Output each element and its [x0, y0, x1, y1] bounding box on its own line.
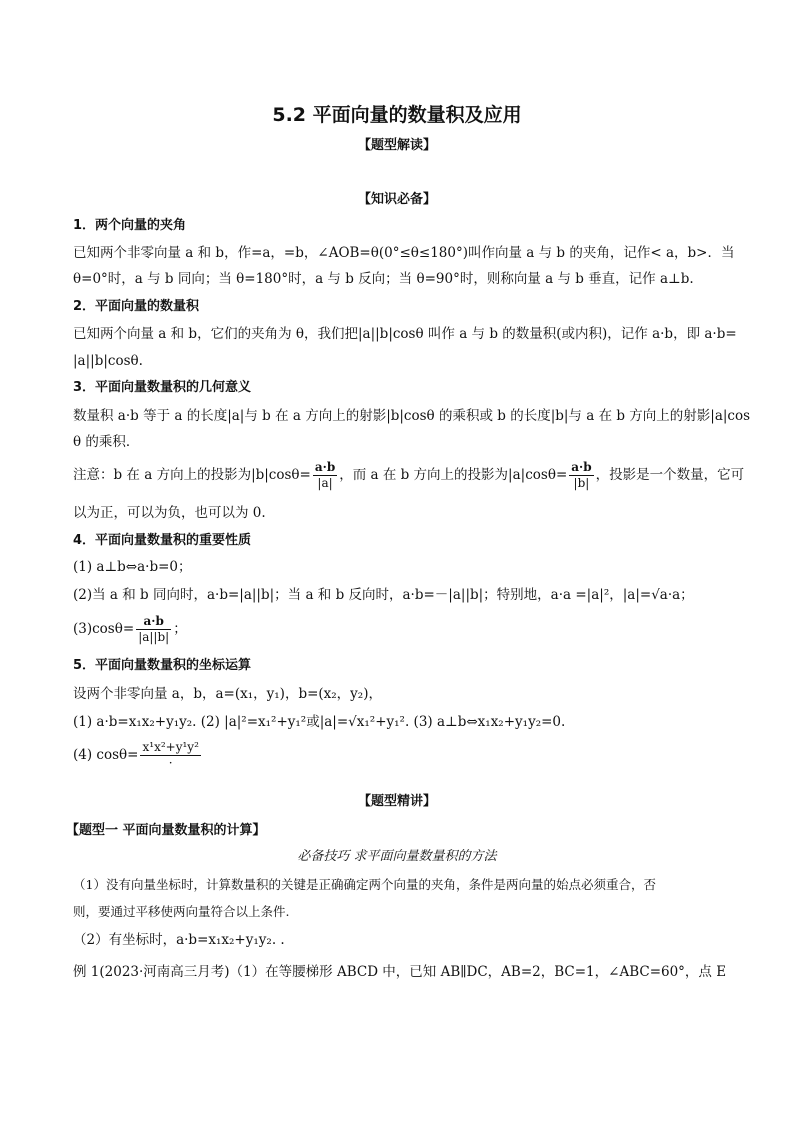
fraction-1-denominator: |a|	[317, 476, 333, 490]
paragraph-2b: |a||b|cosθ.	[73, 353, 143, 369]
note-text-c: ，投影是一个数量，它可	[595, 467, 745, 483]
skill-1a: （1）没有向量坐标时，计算数量积的关键是正确确定两个向量的夹角，条件是两向量的始点必须重合，否	[73, 877, 656, 892]
paragraph-5c	[73, 740, 203, 771]
note-line-2: 以为正，可以为负，也可以为 0.	[73, 505, 266, 521]
fraction-4-denominator: ·	[168, 756, 173, 770]
note-line	[73, 460, 744, 491]
property-2: (2)当 a 和 b 同向时，a·b=|a||b|；当 a 和 b 反向时，a·b=－|a||b|；特别地，a·a =|a|²，|a|=√a·a；	[73, 587, 694, 603]
property-1: (1) a⊥b⇔a·b=0；	[73, 559, 192, 575]
heading-2: 2．平面向量的数量积	[73, 299, 200, 314]
heading-3: 3．平面向量数量积的几何意义	[73, 380, 252, 395]
page-title: 5.2 平面向量的数量积及应用	[272, 104, 522, 126]
fraction-4	[140, 740, 200, 771]
note-text-b: ，而 a 在 b 方向上的投影为|a|cosθ=	[339, 467, 568, 483]
section-header-jingjiang: 【题型精讲】	[357, 794, 436, 809]
section-header-zhishi: 【知识必备】	[357, 192, 436, 207]
heading-1: 1．两个向量的夹角	[73, 218, 187, 233]
paragraph-1a: 已知两个非零向量 a 和 b，作=a，=b，∠AOB=θ(0°≤θ≤180°)叫作向量 a 与 b 的夹角，记作< a，b>．当	[73, 245, 735, 261]
property-3	[73, 614, 187, 645]
paragraph-3b: θ 的乘积．	[73, 434, 140, 450]
fraction-2	[569, 460, 593, 491]
fraction-2-denominator: |b|	[573, 476, 590, 490]
fraction-4-numerator: x¹x²+y¹y²	[142, 740, 199, 754]
paragraph-5a: 设两个非零向量 a，b，a=(x₁，y₁)，b=(x₂，y₂)，	[73, 686, 382, 702]
fraction-3-numerator: a·b	[136, 614, 171, 630]
fraction-3-denominator: |a||b|	[138, 630, 170, 644]
heading-4: 4．平面向量数量积的重要性质	[73, 533, 252, 548]
fraction-2-numerator: a·b	[571, 460, 592, 474]
property-3-text-a: (3)cosθ=	[73, 621, 135, 637]
skill-1b: 则，要通过平移使两向量符合以上条件.	[73, 904, 290, 919]
fraction-3	[136, 614, 171, 645]
fraction-1-numerator: a·b	[314, 460, 336, 474]
section-header-jiedu: 【题型解读】	[357, 138, 436, 153]
paragraph-3a: 数量积 a·b 等于 a 的长度|a|与 b 在 a 方向上的射影|b|cosθ 的乘积或 b 的长度|b|与 a 在 b 方向上的射影|a|cos	[73, 408, 751, 424]
type-1-header: 【题型一 平面向量数量积的计算】	[66, 823, 266, 838]
property-3-text-b: ；	[173, 621, 187, 637]
skill-2: （2）有坐标时，a·b=x₁x₂+y₁y₂. .	[73, 932, 285, 948]
skill-title: 必备技巧 求平面向量数量积的方法	[297, 849, 497, 864]
paragraph-5c-text: (4) cosθ=	[73, 747, 139, 763]
example-1: 例 1(2023·河南高三月考)（1）在等腰梯形 ABCD 中，已知 AB∥DC，AB=2，BC=1，∠ABC=60°，点 E	[73, 964, 727, 980]
note-text-a: 注意：b 在 a 方向上的投影为|b|cosθ=	[73, 467, 311, 483]
paragraph-5b: (1) a·b=x₁x₂+y₁y₂. (2) |a|²=x₁²+y₁²或|a|=√x₁²+y₁². (3) a⊥b⇔x₁x₂+y₁y₂=0.	[73, 714, 566, 730]
paragraph-2a: 已知两个向量 a 和 b，它们的夹角为 θ，我们把|a||b|cosθ 叫作 a 与 b 的数量积(或内积)，记作 a·b，即 a·b=	[73, 326, 737, 342]
paragraph-1b: θ=0°时，a 与 b 同向；当 θ=180°时，a 与 b 反向；当 θ=90°时，则称向量 a 与 b 垂直，记作 a⊥b.	[73, 271, 694, 287]
fraction-1	[313, 460, 337, 491]
heading-5: 5．平面向量数量积的坐标运算	[73, 658, 252, 673]
